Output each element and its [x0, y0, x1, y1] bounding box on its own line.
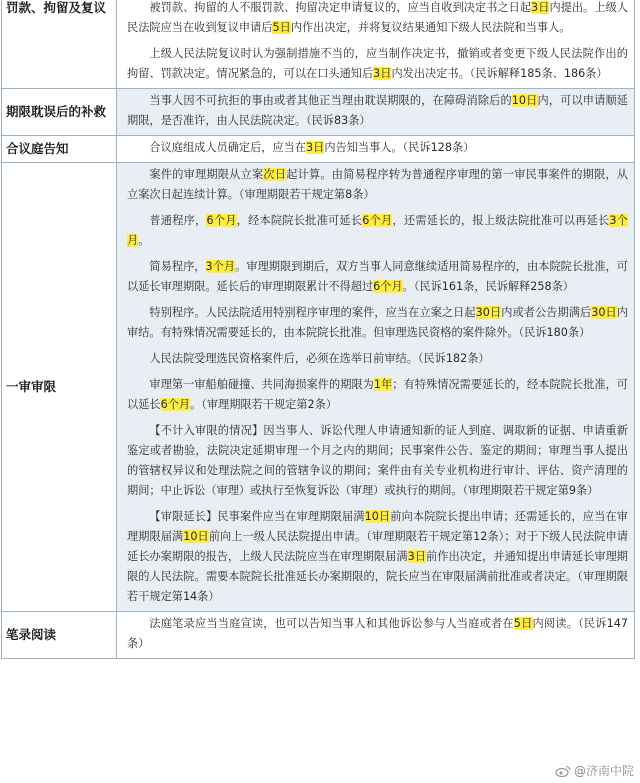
- highlighted-term: 1年: [373, 378, 393, 391]
- row-content: [117, 89, 635, 136]
- watermark: [555, 762, 634, 779]
- row-content: [117, 612, 635, 659]
- text-segment: 法庭笔录应当当庭宣读，也可以告知当事人和其他诉讼参与人当庭或者在: [149, 617, 514, 630]
- text-segment: 特别程序。人民法院适用特别程序审理的案件，应当在立案之日起: [149, 306, 476, 319]
- text-segment: 内，可以申请顺延期限，是否准许，由人民法院决定。（民诉83条）: [127, 94, 628, 127]
- highlighted-term: 5日: [272, 21, 291, 34]
- highlighted-term: 6个月: [362, 214, 393, 227]
- text-segment: 被罚款、拘留的人不服罚款、拘留决定申请复议的，应当自收到决定书之日起: [149, 1, 532, 14]
- paragraph: [127, 0, 628, 38]
- paragraph: [127, 507, 628, 607]
- text-segment: 当事人因不可抗拒的事由或者其他正当理由耽误期限的，在障碍消除后的: [149, 94, 512, 107]
- table-row: [2, 612, 635, 659]
- highlighted-term: 10日: [364, 510, 391, 523]
- table-row: [2, 89, 635, 136]
- highlighted-term: 30日: [591, 306, 617, 319]
- text-segment: ，还需延长的，报上级法院批准可以再延长: [392, 214, 610, 227]
- row-label: 合议庭告知: [2, 136, 117, 163]
- text-segment: 审理第一审船舶碰撞、共同海损案件的期限为: [149, 378, 374, 391]
- row-label: 期限耽误后的补救: [2, 89, 117, 136]
- highlighted-term: 30日: [475, 306, 502, 319]
- watermark-text: @济南中院: [573, 764, 634, 778]
- highlighted-term: 次日: [263, 168, 287, 181]
- deadline-rules-table: [1, 0, 635, 659]
- paragraph: [127, 421, 628, 501]
- text-segment: 人民法院受理选民资格案件后，必须在选举日前审结。（民诉182条）: [149, 352, 490, 365]
- text-segment: 【不计入审限的情况】因当事人、诉讼代理人申请通知新的证人到庭、调取新的证据、申请重新鉴定或者勘验，法院决定延期审理一个月之内的期间；民事案件公告、鉴定的期间；审理当事人提出的管辖权异议和处理法院之间的管辖争议的期间；案件由有关专业机构进行审计、评估、资产清理的期间；中止诉讼（审理）或执行至恢复诉讼（审理）或执行的期间。（审理期限若干规定第9条）: [127, 424, 628, 497]
- text-segment: 前向上一级人民法院提出申请。（审理期限若干规定第12条）；对于下级人民法院申请延长办案期限的报告，上级人民法院应当在审理期限届满: [127, 530, 628, 563]
- highlighted-term: 3个月: [205, 260, 236, 273]
- highlighted-term: 3个月: [127, 214, 628, 247]
- row-label: 罚款、拘留及复议: [2, 0, 117, 89]
- highlighted-term: 3日: [407, 550, 426, 563]
- paragraph: [127, 44, 628, 84]
- text-segment: 内审结。有特殊情况需要延长的，由本院院长批准。但审理选民资格的案件除外。（民诉180条）: [127, 306, 628, 339]
- text-segment: 上级人民法院复议时认为强制措施不当的，应当制作决定书，撤销或者变更下级人民法院作出的拘留、罚款决定。情况紧急的，可以在口头通知后: [127, 47, 628, 80]
- text-segment: 合议庭组成人员确定后，应当在: [149, 141, 307, 154]
- paragraph: [127, 375, 628, 415]
- table-row: [2, 0, 635, 89]
- text-segment: 简易程序，: [149, 260, 206, 273]
- weibo-logo-icon: [555, 765, 571, 777]
- paragraph: [127, 138, 628, 158]
- text-segment: 。（民诉161条，民诉解释258条）: [402, 280, 574, 293]
- text-segment: 内告知当事人。（民诉128条）: [324, 141, 475, 154]
- row-label: 笔录阅读: [2, 612, 117, 659]
- row-content: [117, 163, 635, 612]
- highlighted-term: 3日: [531, 1, 550, 14]
- text-segment: 内发出决定书。（民诉解释185条、186条）: [391, 67, 608, 80]
- text-segment: ，经本院院长批准可延长: [236, 214, 363, 227]
- paragraph: [127, 211, 628, 251]
- paragraph: [127, 165, 628, 205]
- table-row: [2, 136, 635, 163]
- text-segment: 【审限延长】民事案件应当在审理期限届满: [149, 510, 365, 523]
- paragraph: [127, 257, 628, 297]
- text-segment: 案件的审理期限从立案: [149, 168, 264, 181]
- highlighted-term: 3日: [306, 141, 325, 154]
- text-segment: 内阅读。（民诉147条）: [127, 617, 628, 650]
- text-segment: 普通程序，: [149, 214, 207, 227]
- text-segment: 起计算。由简易程序转为普通程序审理的第一审民事案件的期限，从立案次日起连续计算。（审理期限若干规定第8条）: [127, 168, 628, 201]
- text-segment: ；有特殊情况需要延长的，经本院院长批准，可以延长: [127, 378, 628, 411]
- text-segment: 前作出决定，并通知提出申请延长审理期限的人民法院。需要本院院长批准延长办案期限的，院长应当在审限届满前批准或者决定。（审理期限若干规定第14条）: [127, 550, 628, 603]
- highlighted-term: 3日: [373, 67, 392, 80]
- text-segment: 。（审理期限若干规定第2条）: [190, 398, 338, 411]
- paragraph: [127, 614, 628, 654]
- row-label: 一审审限: [2, 163, 117, 612]
- table-row: [2, 163, 635, 612]
- text-segment: 前向本院院长提出申请；还需延长的，应当在审理期限届满: [127, 510, 628, 543]
- row-content: [117, 0, 635, 89]
- text-segment: 。审理期限到期后，双方当事人同意继续适用简易程序的，由本院院长批准，可以延长审理期限。延长后的审理期限累计不得超过: [127, 260, 628, 293]
- highlighted-term: 10日: [183, 530, 209, 543]
- highlighted-term: 6个月: [373, 280, 403, 293]
- highlighted-term: 6个月: [160, 398, 191, 411]
- paragraph: [127, 349, 628, 369]
- text-segment: 内提出。上级人民法院应当在收到复议申请后: [127, 1, 628, 34]
- highlighted-term: 10日: [511, 94, 538, 107]
- paragraph: [127, 303, 628, 343]
- text-segment: 。: [138, 234, 150, 247]
- text-segment: 内作出决定，并将复议结果通知下级人民法院和当事人。: [290, 21, 571, 34]
- highlighted-term: 5日: [513, 617, 533, 630]
- row-content: [117, 136, 635, 163]
- text-segment: 内或者公告期满后: [501, 306, 592, 319]
- paragraph: [127, 91, 628, 131]
- highlighted-term: 6个月: [206, 214, 237, 227]
